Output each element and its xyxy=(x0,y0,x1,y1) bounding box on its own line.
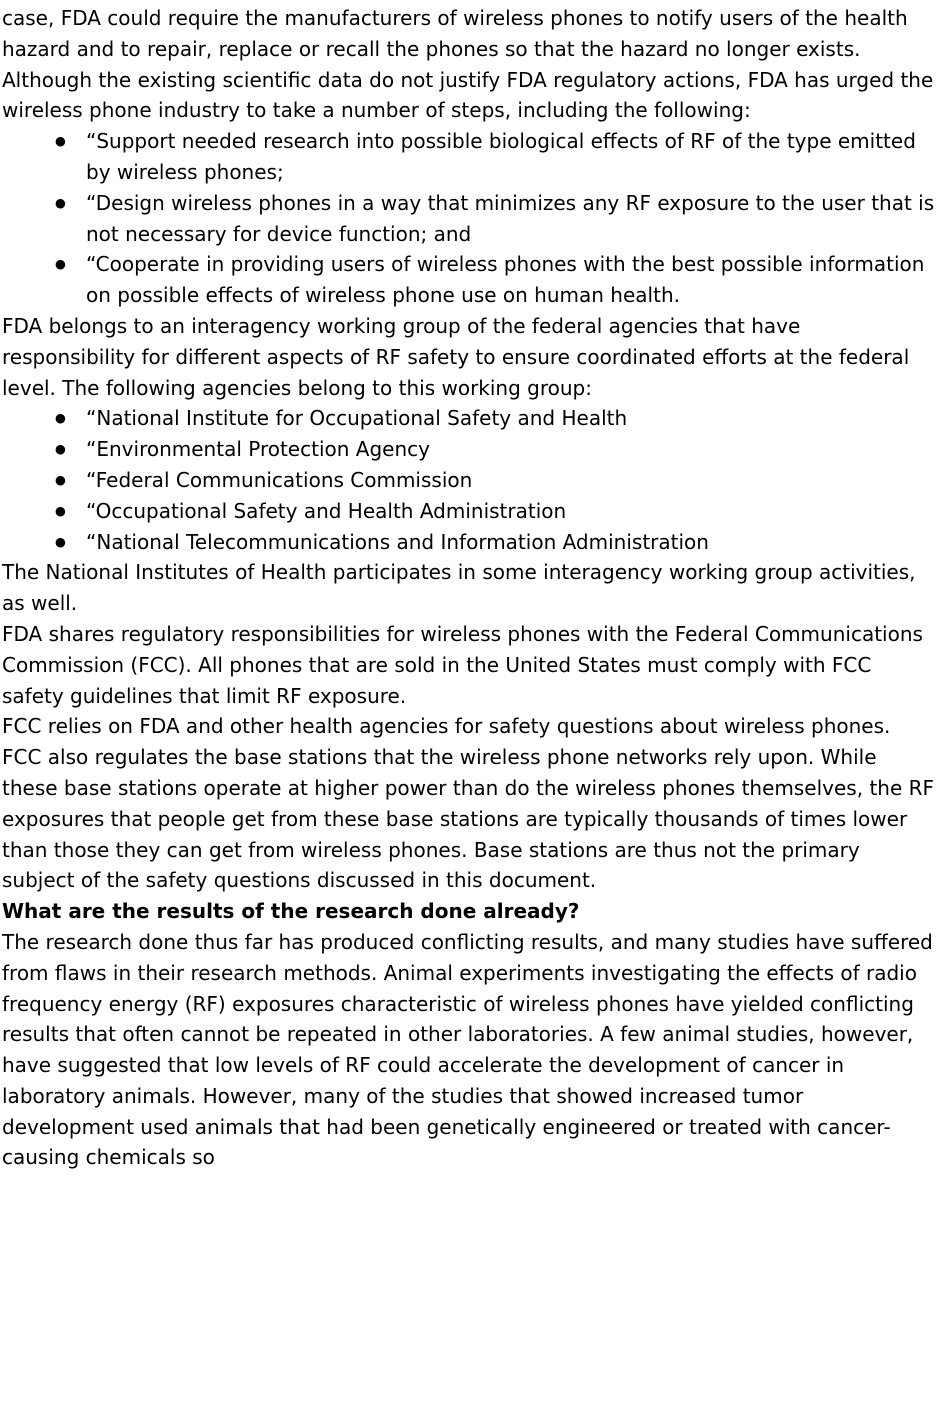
list-item xyxy=(55,249,935,311)
list-item xyxy=(55,188,935,250)
section-heading-research-results: What are the results of the research done already? xyxy=(2,899,580,924)
list-item-text: “Federal Communications Commission xyxy=(86,467,473,492)
agencies-list xyxy=(2,403,935,557)
bullet-icon: ● xyxy=(55,256,66,272)
bullet-icon: ● xyxy=(55,471,66,487)
bullet-icon: ● xyxy=(55,194,66,210)
bullet-icon: ● xyxy=(55,441,66,457)
list-item xyxy=(55,403,935,434)
paragraph-interagency-group: FDA belongs to an interagency working group of the federal agencies that have responsibility for different aspects of RF safety to ensure coordinated efforts at the federal level. The following agencies belong to this working group: xyxy=(2,313,910,400)
list-item-text: “Environmental Protection Agency xyxy=(86,437,430,462)
list-item-text: “Cooperate in providing users of wireless phones with the best possible information on possible effects of wireless phone use on human health. xyxy=(86,252,925,308)
paragraph-fcc-relies: FCC relies on FDA and other health agencies for safety questions about wireless phones. xyxy=(2,714,891,739)
list-item xyxy=(55,126,935,188)
paragraph-research-results: The research done thus far has produced conflicting results, and many studies have suffered from flaws in their research methods. Animal experiments investigating the effects of radio frequency energy (RF) exposures characteristic of wireless phones have yielded conflicting results that often cannot be repeated in other laboratories. A few animal studies, however, have suggested that low levels of RF could accelerate the development of cancer in laboratory animals. However, many of the studies that showed increased tumor development used animals that had been genetically engineered or treated with cancer-causing chemicals so xyxy=(2,929,933,1170)
paragraph-fda-fcc-shared: FDA shares regulatory responsibilities for wireless phones with the Federal Communications Commission (FCC). All phones that are sold in the United States must comply with FCC safety guidelines that limit RF exposure. xyxy=(2,621,923,708)
bullet-icon: ● xyxy=(55,133,66,149)
bullet-icon: ● xyxy=(55,410,66,426)
list-item-text: “Occupational Safety and Health Administration xyxy=(86,498,567,523)
list-item-text: “Design wireless phones in a way that minimizes any RF exposure to the user that is not necessary for device function; and xyxy=(86,190,935,246)
paragraph-nih-participation: The National Institutes of Health participates in some interagency working group activities, as well. xyxy=(2,560,916,616)
paragraph-fda-urged-steps: Although the existing scientific data do not justify FDA regulatory actions, FDA has urged the wireless phone industry to take a number of steps, including the following: xyxy=(2,67,934,123)
list-item-text: “National Institute for Occupational Safety and Health xyxy=(86,406,628,431)
list-item xyxy=(55,527,935,558)
paragraph-base-stations: FCC also regulates the base stations that the wireless phone networks rely upon. While these base stations operate at higher power than do the wireless phones themselves, the RF exposures that people get from these base stations are typically thousands of times lower than those they can get from wireless phones. Base stations are thus not the primary subject of the safety questions discussed in this document. xyxy=(2,745,935,893)
bullet-icon: ● xyxy=(55,502,66,518)
list-item-text: “Support needed research into possible biological effects of RF of the type emitted by wireless phones; xyxy=(86,129,916,184)
list-item xyxy=(55,465,935,496)
bullet-icon: ● xyxy=(55,533,66,549)
industry-steps-list xyxy=(2,126,935,311)
list-item-text: “National Telecommunications and Information Administration xyxy=(86,529,709,554)
list-item xyxy=(55,496,935,527)
list-item xyxy=(55,434,935,465)
paragraph-hazard-remedy: case, FDA could require the manufacturers of wireless phones to notify users of the health hazard and to repair, replace or recall the phones so that the hazard no longer exists. xyxy=(2,6,908,61)
